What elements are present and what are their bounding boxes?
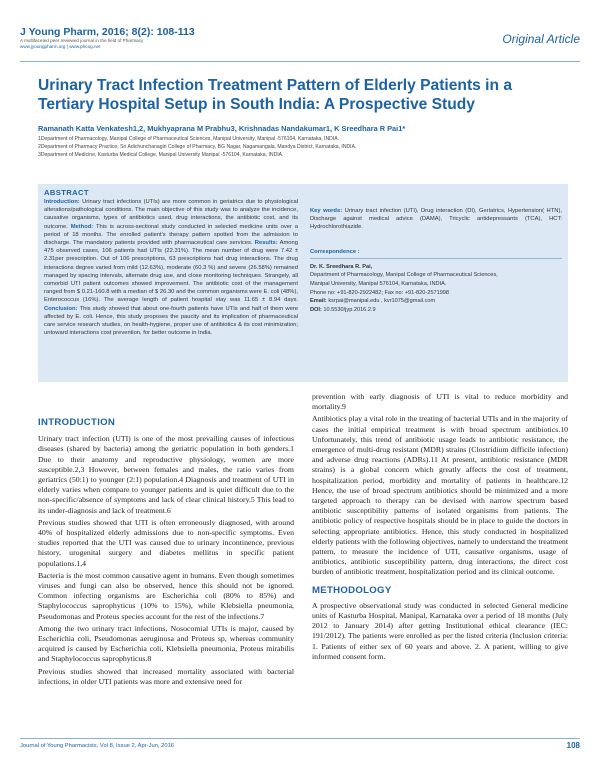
correspondence-dept: Department of Pharmacology, Manipal College of Pharmaceutical Sciences, [310, 272, 498, 279]
keywords-block [310, 207, 562, 232]
abstract-heading: ABSTRACT [44, 188, 89, 197]
body-right-column [312, 392, 568, 664]
email-label: Email: [310, 298, 327, 305]
intro-paragraph-1: Urinary tract infection (UTI) is one of the most prevailing causes of infectious diseases (shared by bacteria) among the geriatric population in both genders.1 Due to their anatomy and reproductive physiology, women are more susceptible.2,3 However, between females and males, the ratio varies from geriatrics (50:1) to younger (2:1) population.4 Diagnosis and treatment of UTI in elderly varies when compare to younger patients and is quiet difficult due to the non-specific/absence of symptoms and lack of clear clinical history.5 This lead to its under-diagnosis and lack of treatment.6 [38, 434, 294, 515]
abstract-left-column [44, 198, 298, 337]
correspondence-name-line [310, 263, 562, 272]
correspondence-phone: Phone no: +91-820-2922482; Fax no: +91-820-2571998 [310, 289, 450, 296]
method-label: Method: [70, 223, 94, 230]
correspondence-email-line [310, 297, 562, 306]
body-left-column [38, 392, 294, 689]
correspondence-email[interactable]: ksrpai@manipal.edu , kvr1075@gmail.com [328, 298, 436, 305]
article-type-label: Original Article [502, 32, 580, 46]
doi-value[interactable]: 10.5530/jyp.2016.2.9 [323, 306, 376, 313]
keywords-label: Key words: [310, 208, 343, 214]
correspondence-heading: Correspondence : [310, 248, 360, 255]
journal-citation: J Young Pharm, 2016; 8(2): 108-113 [20, 26, 195, 38]
footer-divider [20, 738, 580, 739]
correspondence-name: Dr. K. Sreedhara R. Pai, [310, 263, 373, 270]
affiliations [38, 135, 568, 159]
abstract-box [38, 184, 568, 382]
abstract-results: Among 475 observed cases, 106 patients had UTIs (22.31%). The mean number of drug were 7.42 ± 2.31per prescription. Out of 106 prescriptions, 63 prescriptions had drug interactions. The drug interactions degree varied from mild (12.63%), moderate (60.3 %) and severe (26.58%) remained managed by spacing intervals, alternate drug use, and close monitoring techniques. Strangely, all comorbid UTI patient outcomes showed improvement. The antibiotic cost of the management ranged from $ 0.21-160.8 with a median of $ 26.30 and the common organisms were E. coli (48%), Enterococcus (16%). The average length of patient hospital stay was 11.65 ± 8.94 days. [44, 240, 298, 304]
doi-label: DOI: [310, 306, 322, 313]
journal-website-link[interactable]: www.jyoungpharm.org | www.phcog.net [20, 44, 101, 49]
correspondence-address: Manipal University, Manipal 576104, Karnataka, INDIA. [310, 281, 447, 287]
intro-paragraph-5: Previous studies showed that increased mortality associated with bacterial infections, in older UTI patients was more and extensive need for [38, 666, 294, 686]
intro-paragraph-4: Among the two urinary tract infections, Nosocomial UTIs is major, caused by Escherichia coli, Pseudomonas aeruginosa and Proteus sp, whereas community acquired is caused by Escherichia coli, Klebsiella pneumonia, Proteus mirabilis and Staphylococcus saprophyticus.8 [38, 623, 294, 664]
abstract-introduction: Urinary tract infections (UTIs) are more common in geriatrics due to physiological alterations/pathological conditions. The main objective of this study was to analyze the incidence, causative organisms, types of antibiotics used, drug interactions, the antibiotic cost, and its outcome. [44, 199, 298, 230]
author-list: Ramanath Katta Venkatesh1,2, Mukhyaprana M Prabhu3, Krishnadas Nandakumar1, K Sreedhara R Pai1* [38, 124, 406, 133]
conclusion-label: Conclusion: [44, 305, 78, 312]
intro-paragraph-3: Bacteria is the most common causative agent in humans. Even though sometimes viruses and fungi can also be observed, hence this should not be ignored. Common infecting organisms are Escherichia coli (80% to 85%) and Staphylococcus saprophyticus (10% to 15%), while Klebsiella pneumonia, Pseudomonas and Proteus species account for the rest of the infections.7 [38, 570, 294, 621]
results-label: Results: [254, 240, 278, 247]
affiliation-3: 3Department of Medicine, Kasturba Medical College, Manipal University Manipal -576104, Karnataka, INDIA. [38, 152, 284, 158]
introduction-heading: INTRODUCTION [38, 417, 116, 428]
intro-label: Introduction: [44, 199, 80, 205]
doi-line [310, 306, 562, 315]
page-header [20, 26, 580, 56]
intro-paragraph-7: Antibiotics play a vital role in the treating of bacterial UTIs and in the majority of cases the initial empirical treatment is with broad spectrum antibiotics.10 Unfortunately, this trend of antibiotic usage leads to antibiotic resistance, the emergence of multi-drug resistant (MDR) strains (Clostridium difficile infection) and adverse drug reactions (ADRs).11 At present, antibiotic resistance (MDR strains) is a global concern which greatly affects the cost of treatment, hospitalization period, morbidity and mortality of patients in healthcare.12 Hence, the use of broad spectrum antibiotics should be minimized and a more targeted approach to therapy can be devised with narrow spectrum based antibiotic susceptibility patterns of isolated organisms from patients. The antibiotic policy of respective hospitals should be in place to guide the doctors in selecting appropriate antibiotics. Hence, this study conducted in hospitalized elderly patients with the following objectives, namely to understand the treatment pattern, to measure the incidence of UTI, causative organisms, usage of antibiotics, antibiotic susceptibility pattern, drug interactions, the direct cost burden of antibiotic treatment, hospitalization period and its clinical outcome. [312, 414, 568, 577]
header-divider [20, 61, 580, 62]
journal-tagline: A multifaceted peer reviewed journal in the field of Pharmacy [20, 38, 144, 43]
footer-journal-info: Journal of Young Pharmacists, Vol 8, Issue 2, Apr-Jun, 2016 [20, 743, 175, 749]
keywords-text: Urinary tract infection (UTI), Drug interaction (DI), Geriatrics, Hypertension( HTN), Discharge against medical advice (DAMA), Tricyclic antidepressants (TCA), HCT: Hydrochlorothiazide. [310, 208, 562, 231]
intro-paragraph-6: prevention with early diagnosis of UTI is vital to reduce morbidity and mortality.9 [312, 392, 568, 412]
page-number: 108 [566, 741, 580, 750]
correspondence-divider [310, 258, 562, 259]
methodology-paragraph: A prospective observational study was conducted in selected General medicine units of Kasturba Hospital, Manipal, Karnataka over a period of 18 months (July 2012 to January 2014) after getting Institutional ethical clearance (IEC: 191/2012). The patients were enrolled as per the listed criteria (Inclusion criteria: 1. Patients of either sex of 60 years and above. 2. A patient, willing to give informed consent form. [312, 600, 568, 661]
intro-paragraph-2: Previous studies showed that UTI is often erroneously diagnosed, with around 40% of hospitalized elderly admissions due to non-specific symptoms. Even studies reported that the UTI was caused due to urinary incontinence, previous history, urogenital surgery and diabetes mellitus in specific patient populations.1,4 [38, 517, 294, 568]
affiliation-1: 1Department of Pharmacology, Manipal College of Pharmaceutical Sciences, Manipal University, Manipal -576104, Karnataka, INDIA. [38, 136, 340, 142]
abstract-conclusion: This study showed that about one-fourth patients have UTIs and half of them were affected by E. coli. Hence, this study proposes the paucity and its implication of pharmaceutical care service research studies, on health-hygiene, proper use of antibiotics & its cost minimization; untoward interactions cost prevention, for better outcome in India. [44, 305, 298, 337]
abstract-method: This is across-sectional study conducted in selected medicine units over a period of 18 months. The enrolled patient's therapy pattern spotted from the admission to discharge. The mandatory patients provided with pharmaceutical care services. [44, 223, 298, 247]
methodology-heading: METHODOLOGY [312, 584, 392, 596]
article-title: Urinary Tract Infection Treatment Pattern of Elderly Patients in a Tertiary Hospital Setup in South India: A Prospective Study [38, 77, 513, 113]
abstract-right-column [310, 198, 562, 314]
affiliation-2: 2Department of Pharmacy Practice, Sri Adichunchanagiri College of Pharmacy, BG Nagar, Nagamangala, Mandya District, Karnataka, INDIA. [38, 144, 357, 150]
